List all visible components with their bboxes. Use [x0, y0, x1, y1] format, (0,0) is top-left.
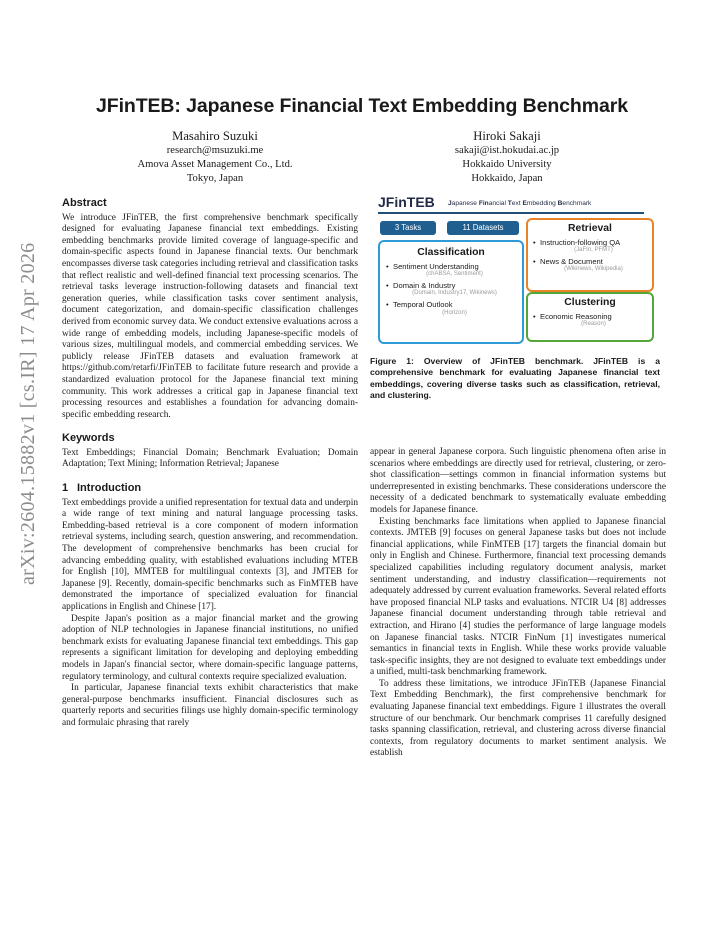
list-item: • Economic Reasoning (Reason) [533, 312, 647, 328]
figure-header [378, 194, 658, 214]
list-item: • News & Document (Wikinews, Wikipedia) [533, 257, 647, 273]
classification-title: Classification [417, 247, 485, 258]
clustering-list [528, 312, 652, 328]
author-block-2 [387, 128, 627, 186]
author-email[interactable]: sakaji@ist.hokudai.ac.jp [454, 145, 560, 156]
list-item: • Domain & Industry (Domain, Industry17, Wikinews) [386, 281, 516, 297]
section-number: 1 [62, 482, 69, 495]
figure-subtitle: Japanese Financial Text Embedding Benchmark [448, 200, 592, 207]
arxiv-identifier: arXiv:2604.15882v1 [cs.IR] 17 Apr 2026 [17, 242, 39, 585]
keywords-heading: Keywords [62, 432, 115, 445]
intro-paragraph: appear in general Japanese corpora. Such linguistic phenomena often arise in scenarios where embeddings are directly used for retrieval, clustering, or zero-shot classification—settings common in financial information systems but underrepresented in existing benchmarks. These considerations underscore the necessity of a dedicated benchmark to systematically evaluate embedding models for Japanese finance. [370, 447, 666, 515]
author-affiliation: Amova Asset Management Co., Ltd. [137, 159, 293, 170]
tasks-count-badge: 3 Tasks [380, 221, 436, 235]
abstract-text: We introduce JFinTEB, the first comprehensive benchmark specifically designed for evaluating Japanese financial text embeddings. Existing embedding benchmarks provide limited coverage of language-specific and domain-specific aspects found in Japanese financial texts. Our benchmark encompasses diverse task categories including retrieval and classification tasks that reflect realistic and well-defined financial text processing scenarios. The retrieval tasks leverage instruction-following datasets and financial text generation queries, while classification tasks cover sentiment analysis, document categorization, and domain-specific classification challenges derived from economic survey data. We conduct extensive evaluations across a wide range of embedding models, including Japanese-specific models of various sizes, multilingual models, and commercial embedding services. We publicly release JFinTEB datasets and evaluation framework at https://github.com/retarfi/JFinTEB to facilitate future research and provide a standardized evaluation protocol for the Japanese financial text mining community. This work addresses a critical gap in Japanese financial text processing resources and establishes a foundation for advancing domain-specific embedding research. [62, 212, 358, 420]
paper-title: JFinTEB: Japanese Financial Text Embedding Benchmark [96, 95, 628, 117]
list-item: • Temporal Outlook (Horizon) [386, 300, 516, 316]
figure-1 [370, 194, 660, 344]
author-affiliation: Hokkaido University [462, 159, 552, 170]
list-item: • Instruction-following QA (JaFIn, PFMT) [533, 238, 647, 254]
intro-paragraph: Despite Japan's position as a major financial market and the growing adoption of NLP technologies in Japanese financial institutions, no unified benchmark exists for evaluating Japanese financial text embeddings. This gap represents a significant limitation for developing and deploying embedding models in Japan's financial sector, where domain-specific language patterns, regulatory terminology, and cultural contexts require specialized evaluation. [62, 613, 358, 682]
intro-paragraph: Text embeddings provide a unified representation for textual data and underpin a wide range of text mining and natural language processing tasks. Embedding-based retrieval is a core component of modern information retrieval systems, including search, question answering, and recommendation. The development of comprehensive benchmarks has been crucial for advancing embedding quality, with established evaluations including MTEB for English [10], MMTEB for multilingual contexts [3], and JMTEB for Japanese [9]. Recently, domain-specific benchmarks such as FinMTEB have demonstrated the importance of specialized evaluation for financial applications in English and Chinese [17]. [62, 497, 358, 612]
retrieval-title: Retrieval [568, 223, 612, 234]
datasets-count-badge: 11 Datasets [447, 221, 519, 235]
figure-divider [378, 212, 644, 214]
classification-box [378, 240, 524, 344]
retrieval-box [526, 218, 654, 292]
retrieval-list [528, 238, 652, 273]
abstract-heading: Abstract [62, 197, 107, 209]
jfinteb-logo: JFinTEB [378, 194, 435, 210]
author-location: Hokkaido, Japan [471, 173, 543, 184]
figure-caption: Figure 1: Overview of JFinTEB benchmark. JFinTEB is a comprehensive benchmark for evaluating Japanese financial text embeddings, covering diverse tasks such as classification, retrieval, and clustering. [370, 356, 660, 400]
section-heading-introduction [62, 483, 358, 495]
clustering-box [526, 292, 654, 342]
intro-paragraph: To address these limitations, we introduce JFinTEB (Japanese Financial Text Embedding Benchmark), the first comprehensive benchmark for evaluating Japanese financial text embeddings. Figure 1 illustrates the overall structure of our benchmark. Our benchmark comprises 11 carefully designed tasks spanning classification, retrieval, and clustering across diverse financial contexts, from regulatory documents to market sentiment analysis. We establish [370, 678, 666, 759]
list-item: • Sentiment Understanding (chABSA, Sentiment) [386, 262, 516, 278]
classification-list [380, 262, 522, 317]
left-column [62, 198, 358, 730]
intro-paragraph: Existing benchmarks face limitations when applied to Japanese financial contexts. JMTEB [9] focuses on general Japanese tasks but does not include financial applications, while FinMTEB [17] targets the financial domain but only in English and Chinese. Furthermore, financial text processing demands specialized capabilities including regulatory document analysis, market sentiment understanding, and industry classification—requirements not adequately addressed by current evaluation frameworks. Several related efforts have proposed financial NLP tasks and evaluations. NTCIR U4 [8] addresses Japanese financial document understanding through table retrieval and extraction, and Hirano [4] studies the performance of large language models on Japanese financial tasks. NTCIR FinNum [1] investigates numerical semantics in financial texts in English. While these works provide valuable task-specific insights, they are not designed to evaluate text embeddings under a unified, multi-task benchmarking framework. [370, 516, 666, 678]
author-email[interactable]: research@msuzuki.me [166, 145, 264, 156]
author-location: Tokyo, Japan [186, 173, 244, 184]
section-title: Introduction [77, 482, 142, 495]
author-name: Masahiro Suzuki [172, 129, 258, 143]
author-name: Hiroki Sakaji [473, 129, 541, 143]
keywords-text: Text Embeddings; Financial Domain; Benchmark Evaluation; Domain Adaptation; Text Mining; Information Retrieval; Japanese [62, 447, 358, 470]
author-block-1 [95, 128, 335, 186]
right-column [370, 447, 666, 760]
intro-paragraph: In particular, Japanese financial texts exhibit characteristics that make general-purpose benchmarks insufficient. Financial disclosures such as quarterly reports and securities filings use highly domain-specific terminology and formulaic phrasing that rarely [62, 683, 358, 728]
clustering-title: Clustering [564, 297, 616, 308]
